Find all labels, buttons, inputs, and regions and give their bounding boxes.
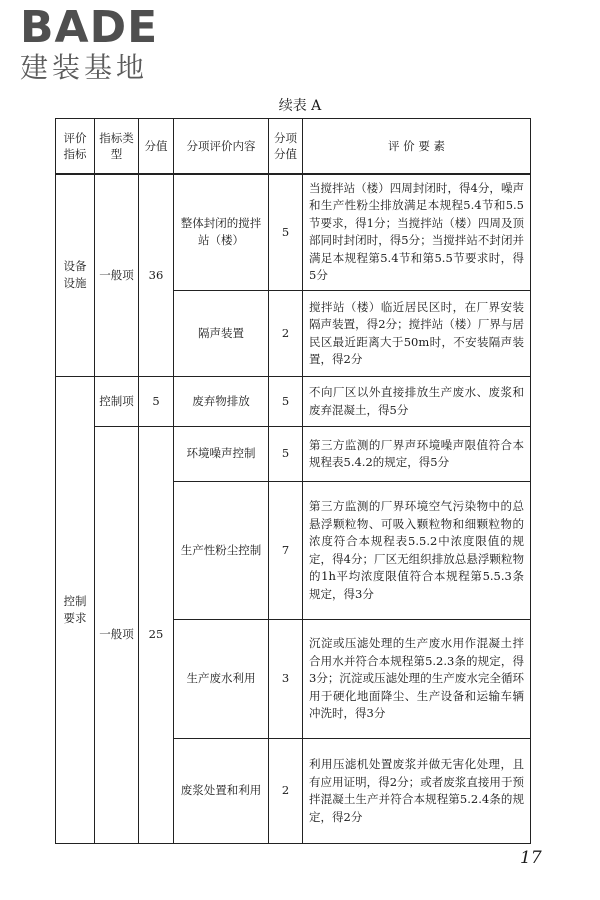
- table-caption: 续表 A: [278, 98, 322, 114]
- header-item: 分项评价内容: [174, 119, 269, 174]
- indicator-cell: 控制要求: [56, 377, 95, 844]
- item-cell: 生产性粉尘控制: [174, 482, 269, 620]
- logo-wordmark: BADE: [20, 2, 159, 53]
- item-score-cell: 5: [269, 377, 303, 427]
- item-cell: 生产废水利用: [174, 620, 269, 739]
- header-score: 分值: [139, 119, 174, 174]
- score-cell: 36: [139, 174, 174, 377]
- requirement-cell: 利用压滤机处置废浆并做无害化处理，且有应用证明，得2分；或者废浆直接用于预拌混凝土生产并符合本规程第5.2.4条的规定，得2分: [303, 739, 531, 844]
- table-row: [56, 427, 531, 482]
- item-score-cell: 7: [269, 482, 303, 620]
- requirement-cell: 搅拌站（楼）临近居民区时，在厂界安装隔声装置，得2分；搅拌站（楼）厂界与居民区最近距离大于50m时，不安装隔声装置，得2分: [303, 291, 531, 377]
- type-cell: 一般项: [95, 174, 139, 377]
- header-row: [56, 119, 531, 174]
- table-row: [56, 377, 531, 427]
- item-cell: 废浆处置和利用: [174, 739, 269, 844]
- header-item-score: 分项分值: [269, 119, 303, 174]
- requirement-cell: 沉淀或压滤处理的生产废水用作混凝土拌合用水并符合本规程第5.2.3条的规定，得3分；沉淀或压滤处理的生产废水完全循环用于硬化地面降尘、生产设备和运输车辆冲洗时，得3分: [303, 620, 531, 739]
- item-score-cell: 3: [269, 620, 303, 739]
- header-type: 指标类型: [95, 119, 139, 174]
- requirement-cell: 第三方监测的厂界环境空气污染物中的总悬浮颗粒物、可吸入颗粒物和细颗粒物的浓度符合本规程表5.5.2中浓度限值的规定，得4分；厂区无组织排放总悬浮颗粒物的1h平均浓度限值符合本规程第5.5.3条规定，得3分: [303, 482, 531, 620]
- score-cell: 25: [139, 427, 174, 844]
- brand-logo: [20, 4, 180, 84]
- type-cell: 控制项: [95, 377, 139, 427]
- item-score-cell: 2: [269, 739, 303, 844]
- evaluation-table: [55, 118, 531, 844]
- score-cell: 5: [139, 377, 174, 427]
- item-score-cell: 2: [269, 291, 303, 377]
- header-requirement: 评 价 要 素: [303, 119, 531, 174]
- item-score-cell: 5: [269, 427, 303, 482]
- indicator-cell: 设备设施: [56, 174, 95, 377]
- item-cell: 整体封闭的搅拌站（楼）: [174, 174, 269, 291]
- item-cell: 废弃物排放: [174, 377, 269, 427]
- header-indicator: 评价指标: [56, 119, 95, 174]
- requirement-cell: 第三方监测的厂界声环境噪声限值符合本规程表5.4.2的规定，得5分: [303, 427, 531, 482]
- item-cell: 隔声装置: [174, 291, 269, 377]
- logo-chinese-name: 建装基地: [20, 51, 149, 84]
- page-number: 17: [520, 848, 542, 868]
- type-cell: 一般项: [95, 427, 139, 844]
- requirement-cell: 不向厂区以外直接排放生产废水、废浆和废弃混凝土，得5分: [303, 377, 531, 427]
- item-score-cell: 5: [269, 174, 303, 291]
- item-cell: 环境噪声控制: [174, 427, 269, 482]
- table-row: [56, 174, 531, 291]
- requirement-cell: 当搅拌站（楼）四周封闭时，得4分，噪声和生产性粉尘排放满足本规程5.4节和5.5节要求，得1分；当搅拌站（楼）四周及顶部同时封闭时，得5分；当搅拌站不封闭并满足本规程第5.4节和第5.5节要求时，得5分: [303, 174, 531, 291]
